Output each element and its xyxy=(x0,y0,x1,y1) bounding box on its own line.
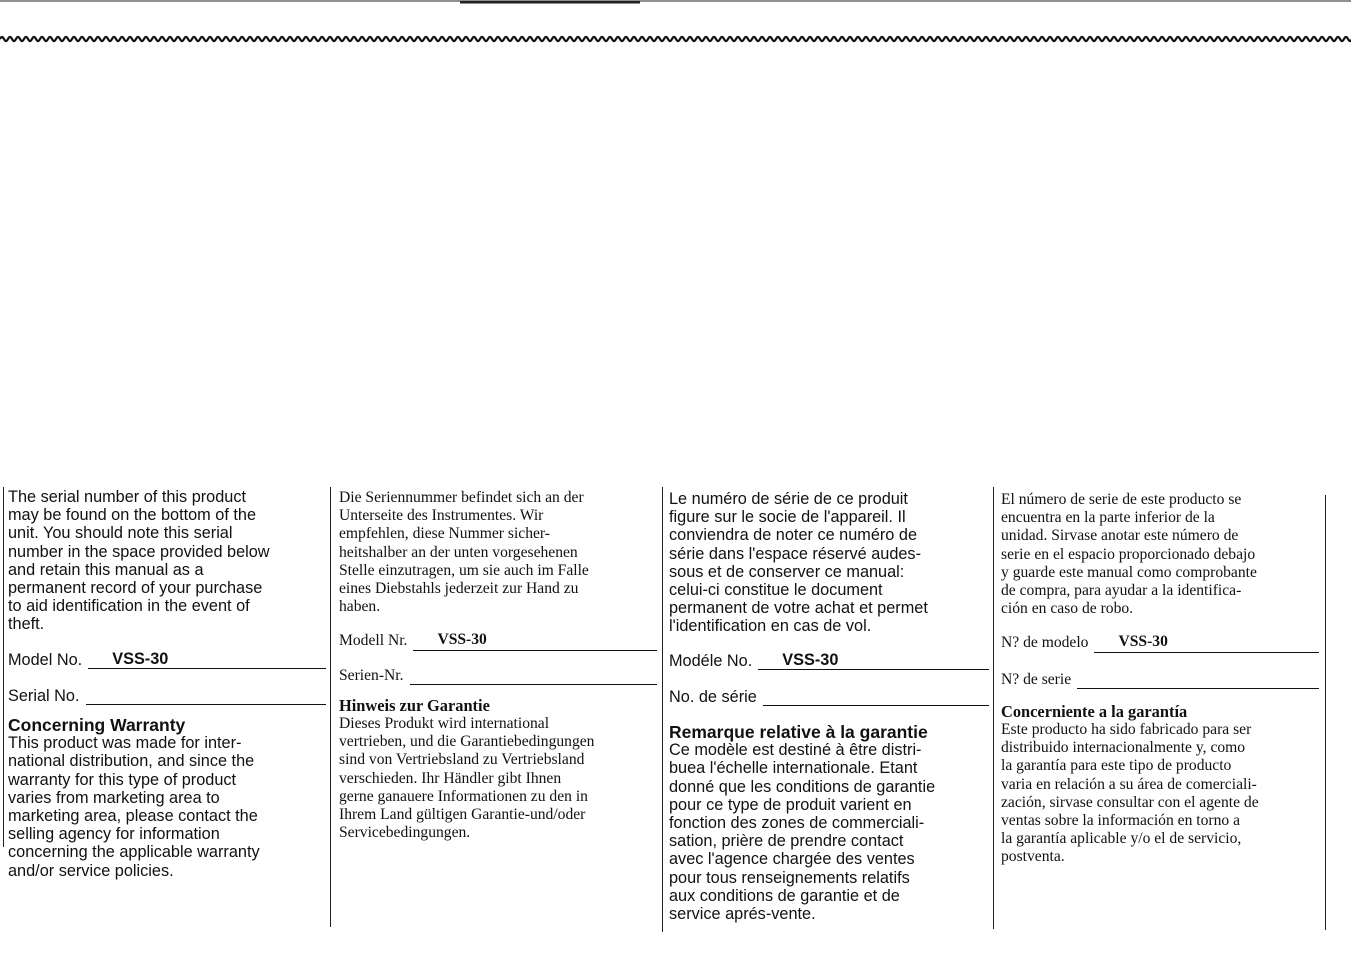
text-line: série dans l'espace réservé audes- xyxy=(669,544,921,563)
text-line: zación, sirvase consultar con el agente de xyxy=(1001,793,1259,811)
text-line: Servicebedingungen. xyxy=(339,824,471,842)
text-line: avec l'agence chargée des ventes xyxy=(669,850,915,869)
serial-label: Serien-Nr. xyxy=(339,666,404,684)
model-value: VSS-30 xyxy=(1118,633,1168,651)
text-line: Unterseite des Instrumentes. Wir xyxy=(339,507,544,525)
text-line: gerne ganauere Informationen zu den in xyxy=(339,787,588,805)
text-line: la garantía para este tipo de producto xyxy=(1001,757,1232,775)
text-line: Le numéro de série de ce produit xyxy=(669,490,908,508)
text-line: service aprés-vente. xyxy=(669,905,816,924)
text-line: to aid identification in the event of xyxy=(8,597,250,616)
text-line: Ce modèle est destiné à être distri- xyxy=(669,741,922,760)
text-line: permanent record of your purchase xyxy=(8,579,263,598)
serial-number-field xyxy=(669,688,989,706)
text-line: El número de serie de este producto se xyxy=(1001,491,1242,508)
warranty-heading: Remarque relative à la garantie xyxy=(669,722,928,743)
text-line: Dieses Produkt wird international xyxy=(339,715,550,733)
column-rule-right xyxy=(1325,495,1326,930)
text-line: sation, prière de prendre contact xyxy=(669,832,904,851)
warranty-paragraph xyxy=(339,715,657,842)
text-line: eines Diebstahls jederzeit zur Hand zu xyxy=(339,580,579,598)
intro-paragraph xyxy=(669,490,989,636)
text-line: Stelle einzutragen, um sie auch im Falle xyxy=(339,561,589,579)
text-line: distribuido internacionalmente y, como xyxy=(1001,739,1246,757)
text-line: postventa. xyxy=(1001,848,1065,866)
text-line: y guarde este manual como comprobante xyxy=(1001,563,1257,581)
text-line: Die Seriennummer befindet sich an der xyxy=(339,489,584,506)
warranty-heading: Concerniente a la garantía xyxy=(1001,701,1188,721)
text-line: national distribution, and since the xyxy=(8,752,255,771)
model-value-line xyxy=(413,631,657,651)
text-line: and retain this manual as a xyxy=(8,560,204,579)
text-line: and/or service policies. xyxy=(8,861,174,880)
model-number-field xyxy=(1001,634,1319,652)
serial-value-line xyxy=(410,668,657,685)
intro-paragraph xyxy=(339,489,657,616)
column-german xyxy=(339,487,657,932)
model-value-line xyxy=(1094,633,1319,653)
text-line: number in the space provided below xyxy=(8,542,270,561)
text-line: permanent de votre achat et permet xyxy=(669,599,928,618)
text-line: pour ce type de produit varient en xyxy=(669,795,912,814)
column-rule-4 xyxy=(993,487,994,929)
text-line: varia en relación a su área de comerciali- xyxy=(1001,775,1257,793)
text-line: varies from marketing area to xyxy=(8,788,220,807)
model-value: VSS-30 xyxy=(437,631,487,649)
text-line: aux conditions de garantie et de xyxy=(669,886,900,905)
model-label: N? de modelo xyxy=(1001,634,1089,652)
text-line: haben. xyxy=(339,598,381,616)
serial-label: N? de serie xyxy=(1001,670,1072,688)
text-line: l'identification en cas de vol. xyxy=(669,617,872,636)
text-line: ventas sobre la información en torno a xyxy=(1001,812,1241,830)
wavy-divider xyxy=(0,32,1351,46)
model-value-line xyxy=(758,650,989,670)
text-line: unit. You should note this serial xyxy=(8,524,233,543)
column-spanish xyxy=(1001,487,1319,932)
serial-number-field xyxy=(8,687,326,705)
warranty-paragraph xyxy=(1001,721,1319,867)
model-number-field xyxy=(669,652,989,670)
model-value: VSS-30 xyxy=(782,650,839,669)
text-line: warranty for this type of product xyxy=(8,770,237,789)
text-line: serie en el espacio proporcionado debajo xyxy=(1001,545,1256,563)
text-line: sind von Vertriebsland zu Vertriebsland xyxy=(339,751,585,769)
serial-value-line xyxy=(763,689,989,706)
model-label: Modell Nr. xyxy=(339,632,408,650)
text-line: concerning the applicable warranty xyxy=(8,843,260,862)
text-line: Ihrem Land gültigen Garantie-und/oder xyxy=(339,806,586,824)
warranty-heading: Hinweis zur Garantie xyxy=(339,695,490,715)
column-english xyxy=(8,487,326,932)
text-line: celui-ci constitue le document xyxy=(669,581,883,600)
text-line: ción en caso de robo. xyxy=(1001,600,1134,618)
text-line: unidad. Sirvase anotar este número de xyxy=(1001,527,1239,545)
text-line: vertrieben, und die Garantiebedingungen xyxy=(339,733,595,751)
warranty-paragraph xyxy=(8,734,326,880)
column-rule-3 xyxy=(662,487,663,932)
text-line: conviendra de noter ce numéro de xyxy=(669,526,917,545)
serial-number-field xyxy=(339,667,657,685)
intro-paragraph xyxy=(1001,491,1319,618)
serial-label: No. de série xyxy=(669,687,757,706)
text-line: marketing area, please contact the xyxy=(8,807,258,826)
top-border-line xyxy=(0,0,1351,6)
text-line: theft. xyxy=(8,615,45,634)
text-line: fonction des zones de commerciali- xyxy=(669,814,925,833)
text-line: sous et de conserver ce manual: xyxy=(669,562,905,581)
text-line: The serial number of this product xyxy=(8,488,247,506)
model-number-field xyxy=(8,651,326,669)
warranty-paragraph xyxy=(669,741,989,923)
column-french xyxy=(669,487,989,932)
column-rule-1 xyxy=(3,487,4,847)
model-number-field xyxy=(339,632,657,650)
text-line: la garantía aplicable y/o el de servicio, xyxy=(1001,830,1242,848)
serial-number-field xyxy=(1001,671,1319,689)
text-line: buea l'échelle internationale. Etant xyxy=(669,759,918,778)
model-label: Modéle No. xyxy=(669,651,753,670)
serial-label: Serial No. xyxy=(8,686,80,705)
intro-paragraph xyxy=(8,488,326,634)
text-line: de compra, para ayudar a la identifica- xyxy=(1001,582,1242,600)
text-line: selling agency for information xyxy=(8,825,220,844)
column-rule-2 xyxy=(330,487,331,927)
model-label: Model No. xyxy=(8,650,83,669)
text-line: may be found on the bottom of the xyxy=(8,506,257,525)
text-line: This product was made for inter- xyxy=(8,734,242,753)
text-line: verschieden. Ihr Händler gibt Ihnen xyxy=(339,769,562,787)
text-line: empfehlen, diese Nummer sicher- xyxy=(339,525,550,543)
model-value: VSS-30 xyxy=(112,649,169,668)
text-line: figure sur le socie de l'appareil. Il xyxy=(669,508,906,527)
text-line: encuentra en la parte inferior de la xyxy=(1001,509,1215,527)
serial-value-line xyxy=(1077,672,1319,689)
text-line: Este producto ha sido fabricado para ser xyxy=(1001,721,1252,739)
text-line: heitshalber an der unten vorgesehenen xyxy=(339,543,578,561)
serial-value-line xyxy=(86,688,327,705)
text-line: donné que les conditions de garantie xyxy=(669,777,936,796)
warranty-heading: Concerning Warranty xyxy=(8,715,186,736)
model-value-line xyxy=(88,649,326,669)
text-line: pour tous renseignements relatifs xyxy=(669,868,910,887)
